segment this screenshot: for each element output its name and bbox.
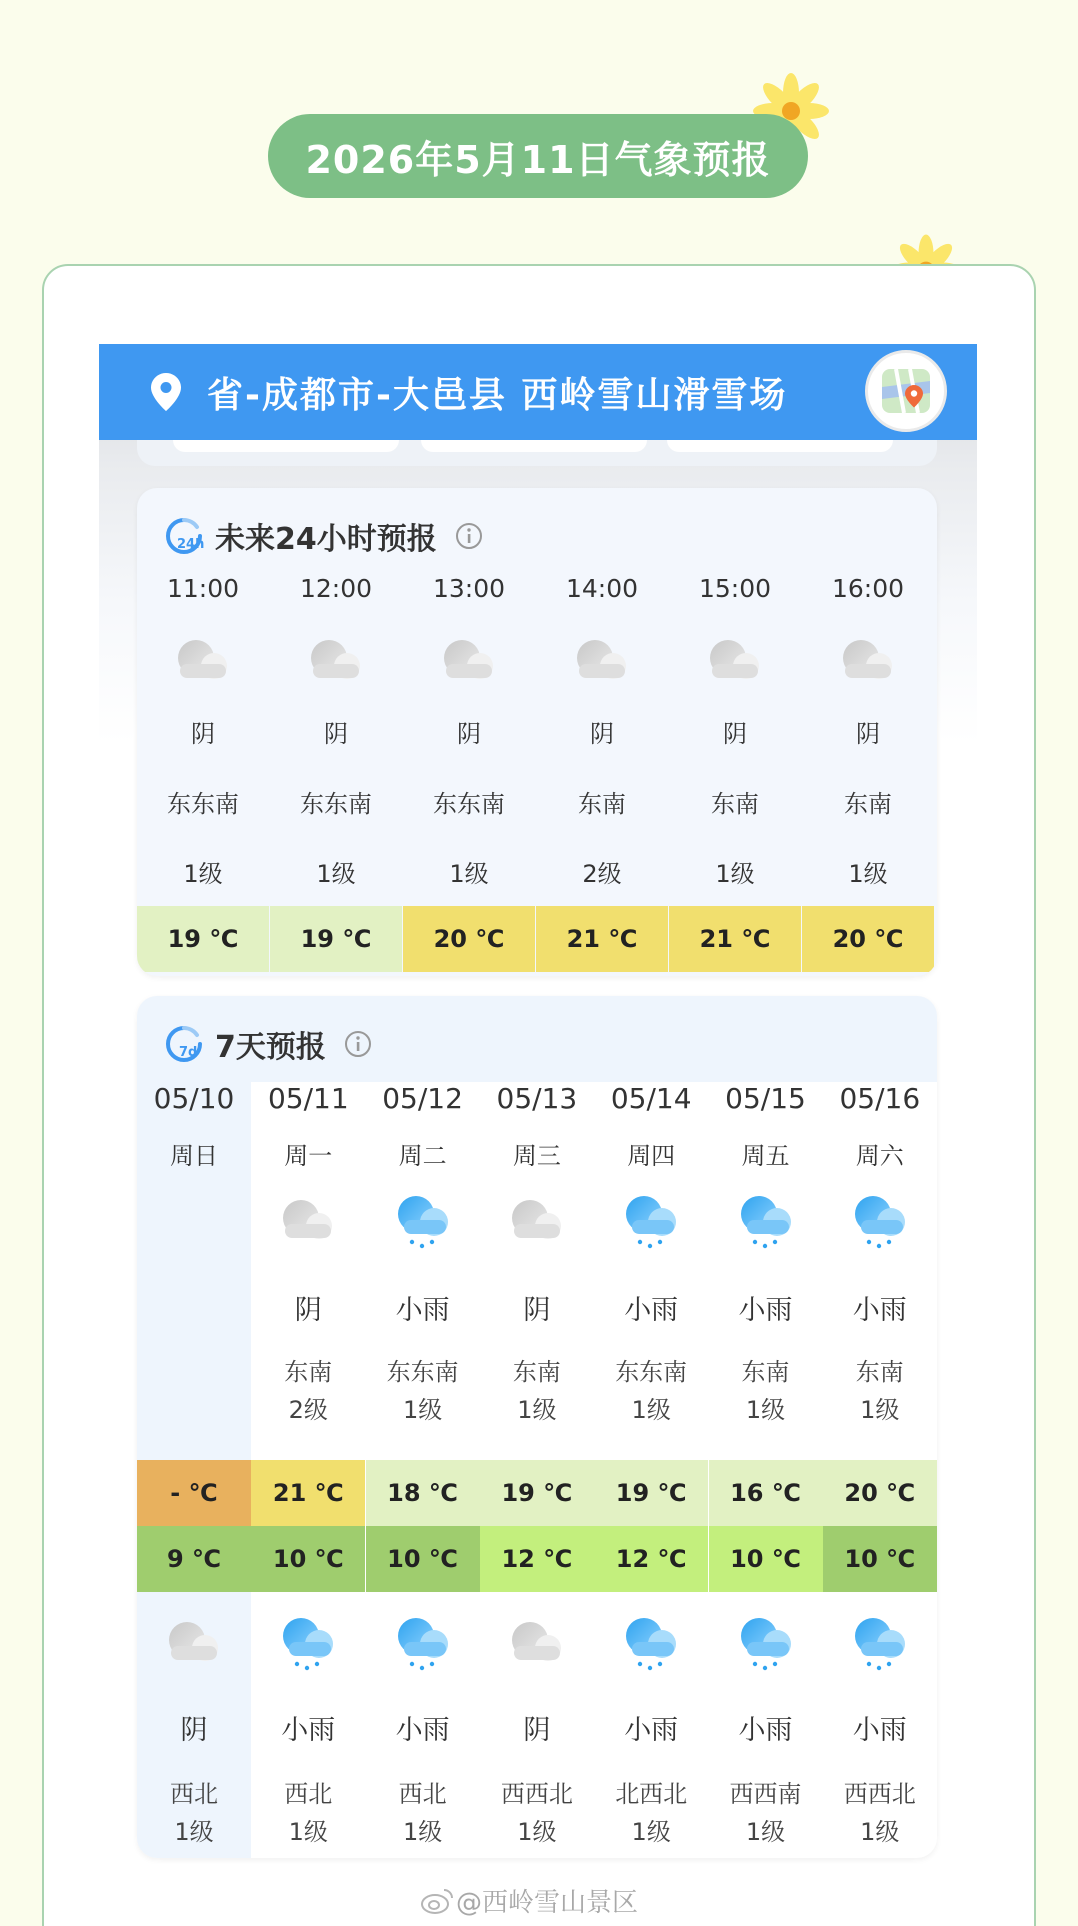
day-column: [137, 996, 251, 1858]
night-wind-level: 1级: [402, 1818, 443, 1846]
day-low-temp: 9 ℃: [137, 1526, 251, 1592]
day-low-temp: 10 ℃: [823, 1526, 937, 1592]
night-wind-direction: 西北: [284, 1780, 333, 1808]
hour-icon-wrap: [835, 632, 901, 698]
rain-icon: [618, 1614, 684, 1676]
day-high-temp: 19 ℃: [480, 1460, 594, 1526]
hour-temperature: 19 ℃: [270, 906, 402, 972]
rain-icon: [275, 1614, 341, 1676]
day-wind-level: 1级: [517, 1396, 557, 1424]
day-wind-direction: 东南: [284, 1358, 333, 1386]
day-weekday: 周三: [512, 1142, 561, 1170]
day-condition: 阴: [294, 1295, 322, 1326]
hour-time: 14:00: [565, 574, 639, 603]
hour-wind-direction: 东东南: [300, 790, 372, 818]
hour-time: 15:00: [698, 574, 772, 603]
weekly-icon-badge: 7d: [179, 1045, 198, 1060]
night-wind-level: 1级: [745, 1818, 786, 1846]
hour-icon-wrap: [702, 632, 768, 698]
hourly-icon-badge: 24h: [177, 537, 205, 552]
hour-time: 13:00: [432, 574, 506, 603]
rain-icon: [390, 1192, 456, 1254]
night-wind-direction: 北西北: [615, 1780, 688, 1808]
hour-wind-level: 1级: [715, 860, 755, 888]
hour-column: [669, 488, 801, 976]
hour-wind-direction: 东南: [711, 790, 759, 818]
night-icon-wrap: [733, 1614, 799, 1680]
hourly-forecast-panel: [137, 488, 937, 976]
day-icon-wrap: [390, 1192, 456, 1258]
weekly-forecast-panel: [137, 996, 937, 1858]
day-low-temp: 12 ℃: [594, 1526, 708, 1592]
hour-wind-direction: 东南: [578, 790, 626, 818]
day-icon-wrap: [733, 1192, 799, 1258]
day-low-temp: 10 ℃: [709, 1526, 823, 1592]
hour-wind-direction: 东东南: [433, 790, 505, 818]
day-high-temp: 18 ℃: [366, 1460, 480, 1526]
hour-column: [137, 488, 269, 976]
night-icon-wrap: [504, 1614, 570, 1680]
hour-condition: 阴: [856, 720, 880, 748]
collapsed-tab: [667, 440, 893, 452]
hour-column: [403, 488, 535, 976]
cloudy-icon: [835, 632, 901, 694]
map-button[interactable]: [865, 350, 947, 432]
day-column[interactable]: [594, 996, 708, 1858]
cloudy-icon: [436, 632, 502, 694]
hour-wind-direction: 东南: [844, 790, 892, 818]
page-title: 2026年5月11日气象预报: [268, 114, 808, 198]
day-low-temp: 12 ℃: [480, 1526, 594, 1592]
hourly-title: 未来24小时预报: [215, 522, 437, 557]
cloudy-icon: [275, 1192, 341, 1254]
hour-temperature: 21 ℃: [536, 906, 668, 972]
night-condition: 阴: [523, 1715, 551, 1746]
weather-app-screenshot: [99, 344, 977, 1872]
watermark-text: @西岭雪山景区: [456, 1888, 639, 1918]
day-wind-direction: 东南: [512, 1358, 561, 1386]
night-condition: 小雨: [738, 1715, 793, 1746]
day-high-temp: 20 ℃: [823, 1460, 937, 1526]
hour-temperature: 21 ℃: [669, 906, 801, 972]
weibo-icon: [420, 1886, 456, 1916]
day-high-temp: 21 ℃: [251, 1460, 365, 1526]
day-column[interactable]: [823, 996, 937, 1858]
day-low-temp: 10 ℃: [251, 1526, 365, 1592]
night-wind-level: 1级: [288, 1818, 328, 1846]
night-wind-level: 1级: [174, 1818, 214, 1846]
hour-wind-level: 1级: [183, 860, 223, 888]
collapsed-tab: [421, 440, 647, 452]
night-wind-direction: 西西南: [729, 1780, 802, 1808]
hour-temperature: 20 ℃: [802, 906, 934, 972]
hour-temperature: 19 ℃: [137, 906, 269, 972]
cloudy-icon: [303, 632, 369, 694]
day-date: 05/13: [496, 1082, 578, 1115]
night-condition: 阴: [180, 1715, 208, 1746]
night-condition: 小雨: [624, 1715, 679, 1746]
hour-condition: 阴: [723, 720, 747, 748]
hour-wind-level: 1级: [449, 860, 489, 888]
day-condition: 小雨: [624, 1295, 679, 1326]
rain-icon: [847, 1192, 913, 1254]
day-weekday: 周六: [855, 1142, 904, 1170]
hour-column: [536, 488, 668, 976]
day-wind-level: 1级: [631, 1396, 671, 1424]
hour-condition: 阴: [457, 720, 481, 748]
hour-condition: 阴: [191, 720, 215, 748]
cloudy-icon: [569, 632, 635, 694]
hour-time: 11:00: [166, 574, 240, 603]
day-date: 05/10: [153, 1082, 235, 1115]
night-wind-level: 1级: [517, 1818, 557, 1846]
day-wind-level: 1级: [402, 1396, 443, 1424]
day-high-temp: - ℃: [137, 1460, 251, 1526]
day-date: 05/11: [267, 1082, 349, 1115]
night-wind-direction: 西北: [398, 1780, 447, 1808]
cloudy-icon: [161, 1614, 227, 1676]
day-column[interactable]: [251, 996, 365, 1858]
day-wind-direction: 东南: [855, 1358, 904, 1386]
day-icon-wrap: [275, 1192, 341, 1258]
cloudy-icon: [504, 1192, 570, 1254]
day-wind-direction: 东东南: [386, 1358, 459, 1386]
rain-icon: [847, 1614, 913, 1676]
day-wind-level: 2级: [288, 1396, 328, 1424]
day-icon-wrap: [618, 1192, 684, 1258]
day-date: 05/15: [725, 1082, 806, 1115]
rain-icon: [390, 1614, 456, 1676]
weekly-title: 7天预报: [215, 1030, 326, 1065]
day-weekday: 周日: [170, 1142, 218, 1170]
hour-condition: 阴: [590, 720, 614, 748]
hour-time: 12:00: [299, 574, 373, 603]
day-low-temp: 10 ℃: [366, 1526, 480, 1592]
map-icon: [878, 363, 934, 419]
hour-icon-wrap: [436, 632, 502, 698]
day-weekday: 周二: [398, 1142, 447, 1170]
night-condition: 小雨: [281, 1715, 336, 1746]
night-icon-wrap: [847, 1614, 913, 1680]
night-icon-wrap: [390, 1614, 456, 1680]
hour-time: 16:00: [831, 574, 905, 603]
location-pin-icon: [149, 372, 183, 412]
cloudy-icon: [170, 632, 236, 694]
day-column[interactable]: [480, 996, 594, 1858]
night-icon-wrap: [161, 1614, 227, 1680]
day-date: 05/16: [839, 1082, 921, 1115]
day-date: 05/12: [382, 1082, 463, 1115]
night-condition: 小雨: [395, 1715, 450, 1746]
watermark: [420, 1882, 638, 1919]
day-date: 05/14: [610, 1082, 692, 1115]
hour-column: [270, 488, 402, 976]
day-wind-direction: 东南: [741, 1358, 790, 1386]
day-weekday: 周一: [284, 1142, 333, 1170]
day-high-temp: 19 ℃: [594, 1460, 708, 1526]
hour-wind-level: 2级: [582, 860, 622, 888]
hour-temperature: 20 ℃: [403, 906, 535, 972]
cloudy-icon: [504, 1614, 570, 1676]
hour-column: [802, 488, 934, 976]
rain-icon: [733, 1192, 799, 1254]
day-condition: 小雨: [395, 1295, 450, 1326]
rain-icon: [618, 1192, 684, 1254]
day-icon-wrap: [847, 1192, 913, 1258]
day-high-temp: 16 ℃: [709, 1460, 823, 1526]
night-icon-wrap: [618, 1614, 684, 1680]
night-wind-direction: 西西北: [500, 1780, 573, 1808]
location-bar[interactable]: [99, 344, 977, 440]
day-column[interactable]: [366, 996, 480, 1858]
night-icon-wrap: [275, 1614, 341, 1680]
hour-icon-wrap: [303, 632, 369, 698]
night-wind-direction: 西北: [170, 1780, 218, 1808]
rain-icon: [733, 1614, 799, 1676]
night-wind-direction: 西西北: [843, 1780, 916, 1808]
night-wind-level: 1级: [631, 1818, 671, 1846]
day-column[interactable]: [709, 996, 823, 1858]
day-weekday: 周五: [741, 1142, 790, 1170]
day-condition: 小雨: [852, 1295, 907, 1326]
hour-condition: 阴: [324, 720, 348, 748]
day-weekday: 周四: [627, 1142, 676, 1170]
day-condition: 阴: [523, 1295, 551, 1326]
cloudy-icon: [702, 632, 768, 694]
hour-icon-wrap: [170, 632, 236, 698]
hour-icon-wrap: [569, 632, 635, 698]
day-wind-level: 1级: [860, 1396, 900, 1424]
collapsed-tab: [173, 440, 399, 452]
day-wind-level: 1级: [745, 1396, 786, 1424]
day-icon-wrap: [504, 1192, 570, 1258]
day-condition: 小雨: [738, 1295, 793, 1326]
night-condition: 小雨: [852, 1715, 907, 1746]
location-name: 省-成都市-大邑县 西岭雪山滑雪场: [207, 374, 788, 416]
hour-wind-level: 1级: [848, 860, 888, 888]
day-wind-direction: 东东南: [615, 1358, 688, 1386]
hour-wind-direction: 东东南: [167, 790, 239, 818]
night-wind-level: 1级: [860, 1818, 900, 1846]
hour-wind-level: 1级: [316, 860, 356, 888]
